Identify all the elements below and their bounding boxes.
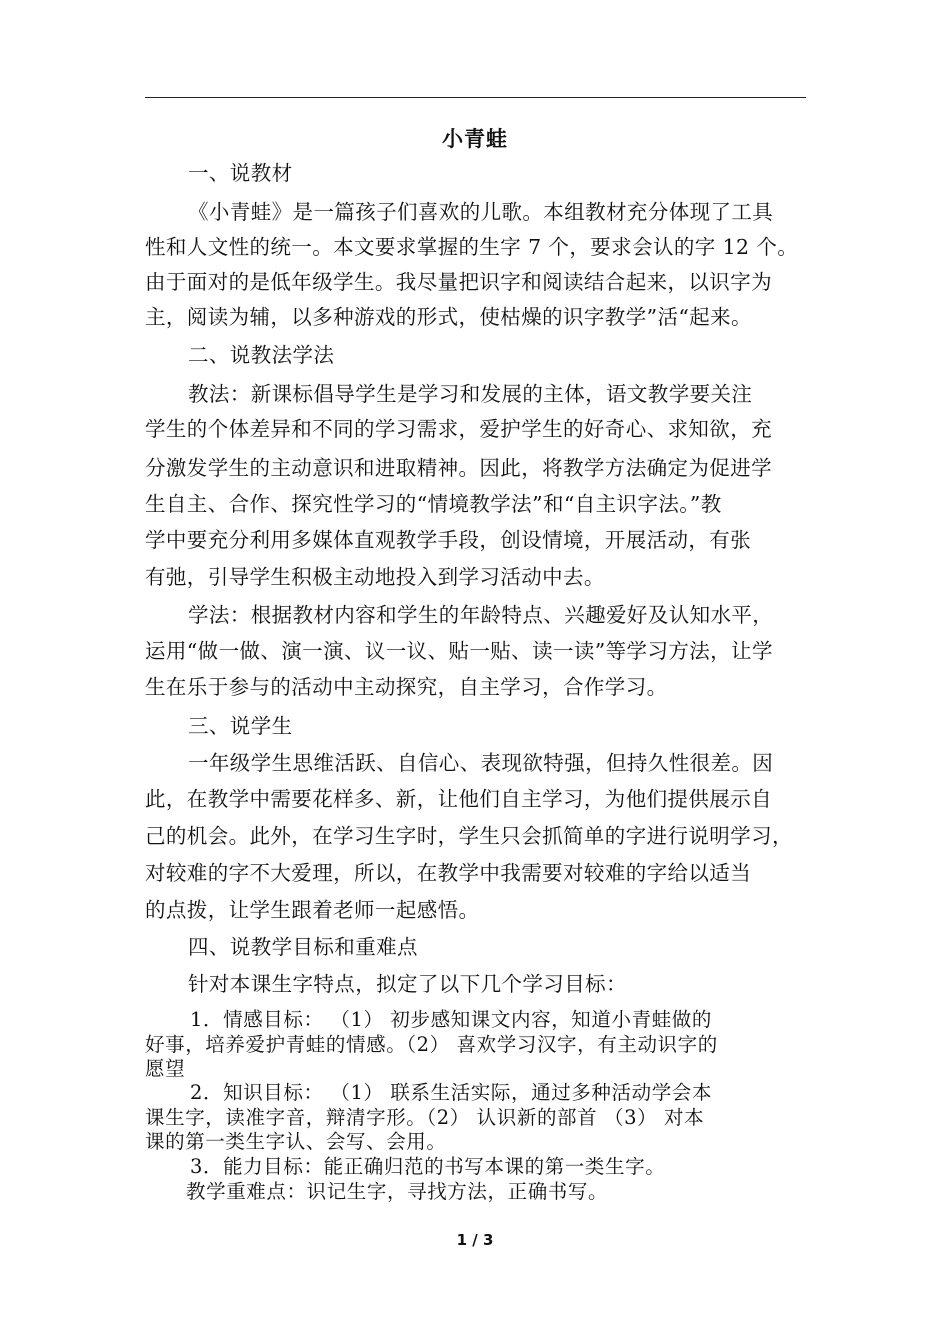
objective-line: 好事，培养爱护青蛙的情感。（2） 喜欢学习汉字，有主动识字的 bbox=[145, 1033, 718, 1056]
paragraph-line: 有弛，引导学生积极主动地投入到学习活动中去。 bbox=[145, 565, 605, 589]
objective-line: 1．情感目标： （1） 初步感知课文内容，知道小青蛙做的 bbox=[190, 1008, 713, 1031]
paragraph-line: 学生的个体差异和不同的学习需求，爱护学生的好奇心、求知欲，充 bbox=[145, 417, 772, 441]
paragraph-line: 对较难的字不大爱理，所以，在教学中我需要对较难的字给以适当 bbox=[145, 861, 752, 885]
paragraph-line: 分激发学生的主动意识和进取精神。因此，将教学方法确定为促进学 bbox=[145, 456, 772, 480]
objective-line: 2．知识目标： （1） 联系生活实际，通过多种活动学会本 bbox=[190, 1081, 713, 1104]
paragraph-line: 生在乐于参与的活动中主动探究，自主学习，合作学习。 bbox=[145, 675, 668, 699]
header-rule bbox=[145, 97, 806, 98]
page-title: 小青蛙 bbox=[442, 127, 508, 151]
paragraph-line: 教法：新课标倡导学生是学习和发展的主体，语文教学要关注 bbox=[188, 382, 753, 406]
objective-line: 3．能力目标：能正确归范的书写本课的第一类生字。 bbox=[190, 1155, 666, 1178]
paragraph-line: 的点拨，让学生跟着老师一起感悟。 bbox=[145, 898, 480, 922]
paragraph-line: 主，阅读为辅，以多种游戏的形式，使枯燥的识字教学”活“起来。 bbox=[145, 305, 752, 329]
paragraph-line: 学中要充分利用多媒体直观教学手段，创设情境，开展活动，有张 bbox=[145, 528, 752, 552]
paragraph-line: 己的机会。此外，在学习生字时，学生只会抓简单的字进行说明学习， bbox=[145, 824, 793, 848]
objective-line: 课的第一类生字认、会写、会用。 bbox=[145, 1130, 447, 1153]
paragraph-line: 《小青蛙》是一篇孩子们喜欢的儿歌。本组教材充分体现了工具 bbox=[188, 200, 774, 224]
paragraph-line: 生自主、合作、探究性学习的“情境教学法”和“自主识字法。”教 bbox=[145, 492, 722, 516]
paragraph-line: 由于面对的是低年级学生。我尽量把识字和阅读结合起来，以识字为 bbox=[145, 270, 772, 294]
key-points-line: 教学重难点：识记生字，寻找方法，正确书写。 bbox=[186, 1180, 609, 1203]
page-indicator: 1 / 3 bbox=[456, 1231, 494, 1249]
paragraph-line: 运用“做一做、演一演、议一议、贴一贴、读一读”等学习方法，让学 bbox=[145, 639, 773, 663]
paragraph-line: 一年级学生思维活跃、自信心、表现欲特强，但持久性很差。因 bbox=[188, 751, 774, 775]
section-heading-4: 四、说教学目标和重难点 bbox=[188, 935, 418, 959]
objective-line: 愿望 bbox=[145, 1057, 186, 1080]
section-heading-3: 三、说学生 bbox=[188, 714, 293, 738]
paragraph-line: 针对本课生字特点，拟定了以下几个学习目标： bbox=[188, 972, 627, 996]
objective-line: 课生字，读准字音，辩清字形。（2） 认识新的部首 （3） 对本 bbox=[145, 1106, 705, 1129]
paragraph-line: 性和人文性的统一。本文要求掌握的生字 7 个，要求会认的字 12 个。 bbox=[145, 235, 799, 259]
paragraph-line: 此，在教学中需要花样多、新，让他们自主学习，为他们提供展示自 bbox=[145, 787, 772, 811]
section-heading-2: 二、说教法学法 bbox=[188, 343, 335, 367]
paragraph-line: 学法：根据教材内容和学生的年龄特点、兴趣爱好及认知水平， bbox=[188, 603, 774, 627]
section-heading-1: 一、说教材 bbox=[188, 161, 293, 185]
